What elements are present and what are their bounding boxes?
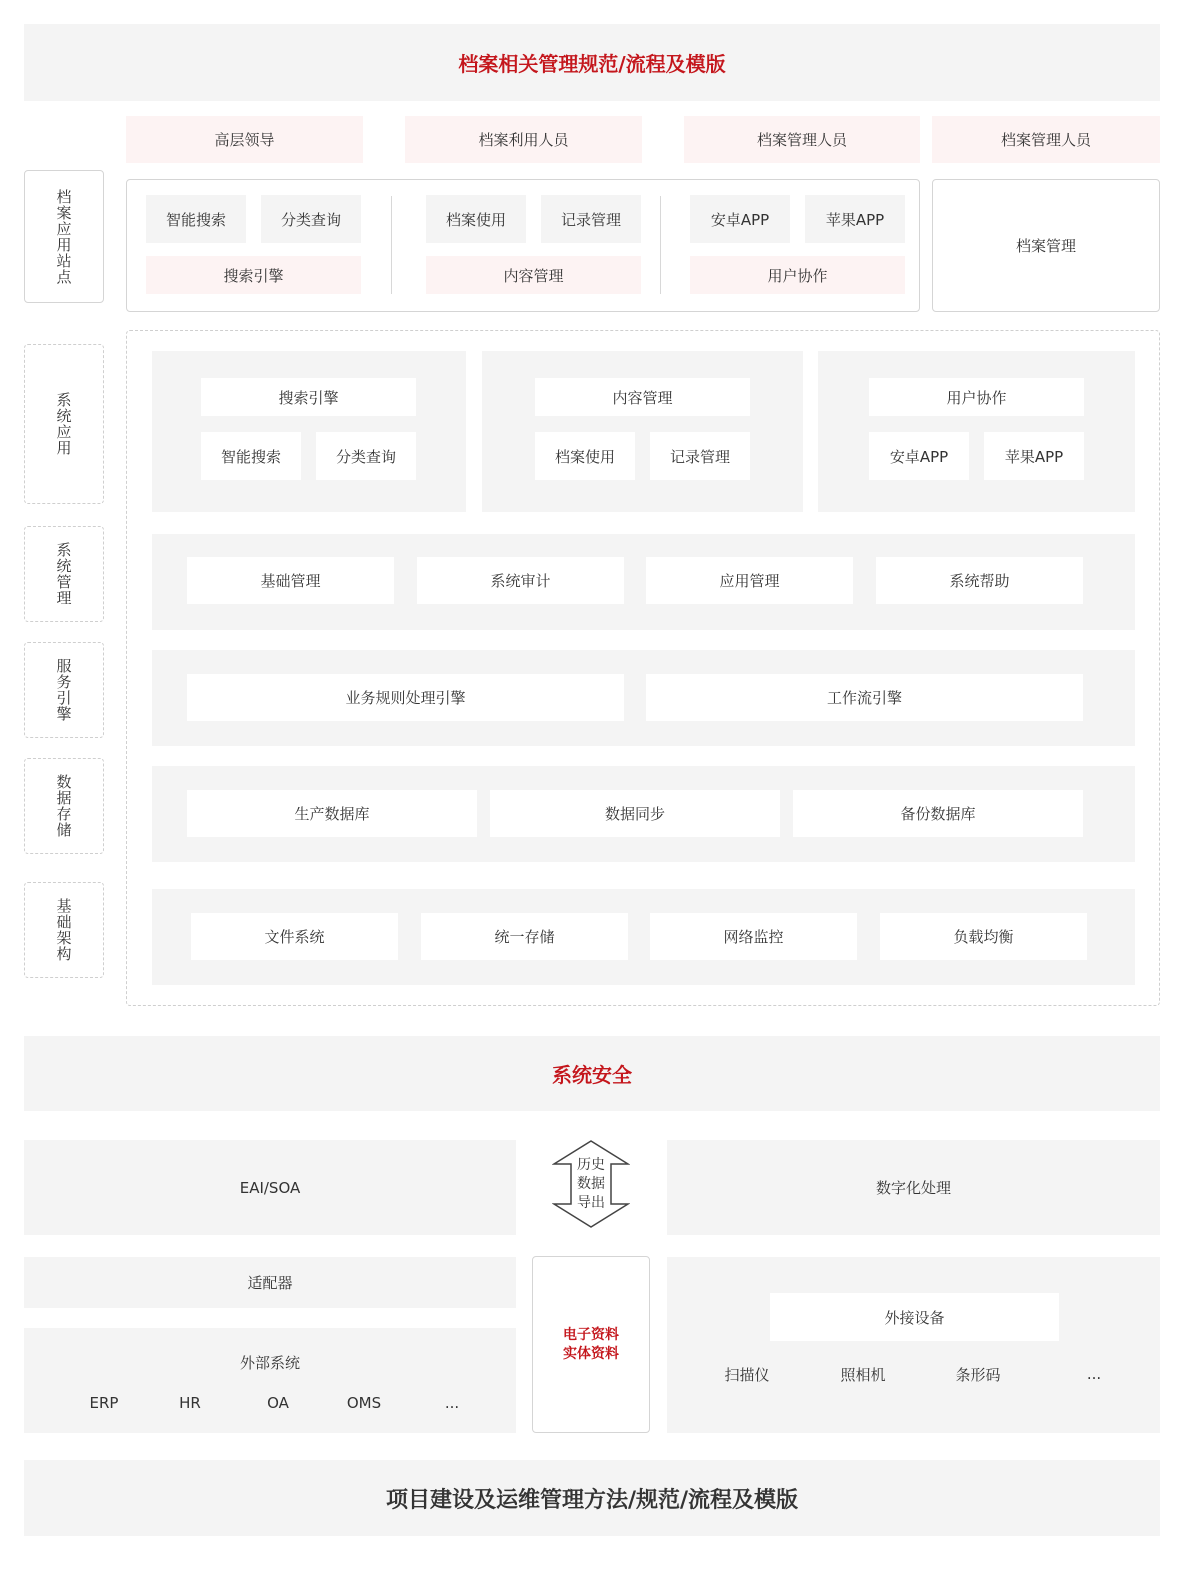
side-label-sys-mgmt [24,526,104,622]
station-user-collab: 用户协作 [690,256,905,294]
station-category-query: 分类查询 [261,195,361,243]
side-label-sys-mgmt-text: 系统管理 [54,542,73,606]
device-more: ... [1086,1365,1102,1383]
device-scanner: 扫描仪 [724,1365,770,1384]
arrow-text-3: 导出 [577,1194,605,1211]
device-camera: 照相机 [840,1365,886,1384]
side-label-service [24,642,104,738]
datastore-backup-db: 备份数据库 [793,790,1083,837]
external-systems-panel [24,1328,516,1433]
sysapp-smart-search: 智能搜索 [201,432,301,480]
service-workflow: 工作流引擎 [646,674,1083,721]
bottom-banner: 项目建设及运维管理方法/规范/流程及模版 [24,1460,1160,1536]
external-erp: ERP [89,1394,119,1412]
datastore-production-db: 生产数据库 [187,790,477,837]
sysapp-category-query: 分类查询 [316,432,416,480]
side-label-infra [24,882,104,978]
sysapp-ios-app: 苹果APP [984,432,1084,480]
sysapp-group-content [482,351,803,512]
side-label-infra-text: 基础架构 [54,898,73,962]
station-smart-search: 智能搜索 [146,195,246,243]
arrow-text-2: 数据 [577,1175,605,1192]
station-record-mgmt: 记录管理 [541,195,641,243]
role-archive-managers-2: 档案管理人员 [932,116,1160,163]
sysmgmt-basic: 基础管理 [187,557,394,604]
datastore-sync: 数据同步 [490,790,780,837]
station-android-app: 安卓APP [690,195,790,243]
sysapp-group-collab [818,351,1135,512]
sysapp-content-mgmt: 内容管理 [535,378,750,416]
station-ios-app: 苹果APP [805,195,905,243]
side-label-service-text: 服务引擎 [54,658,73,722]
arrow-text-1: 历史 [577,1156,605,1173]
station-divider-2 [660,196,661,294]
infra-load-balance: 负载均衡 [880,913,1087,960]
external-hr: HR [179,1394,201,1412]
external-devices-panel [667,1257,1160,1433]
external-more: ... [444,1394,460,1412]
role-archive-managers: 档案管理人员 [684,116,920,163]
sysmgmt-help: 系统帮助 [876,557,1083,604]
infra-unified-storage: 统一存储 [421,913,628,960]
sysapp-record-mgmt: 记录管理 [650,432,750,480]
sysapp-android-app: 安卓APP [869,432,969,480]
infra-filesystem: 文件系统 [191,913,398,960]
station-archive-mgmt: 档案管理 [932,179,1160,312]
sysapp-archive-use: 档案使用 [535,432,635,480]
role-executives: 高层领导 [126,116,363,163]
materials-panel [532,1256,650,1433]
side-label-sys-app-text: 系统应用 [54,392,73,456]
external-oa: OA [267,1394,289,1412]
side-label-data-store-text: 数据存储 [54,774,73,838]
adapter-panel: 适配器 [24,1257,516,1308]
side-label-sys-app [24,344,104,504]
sysmgmt-audit: 系统审计 [417,557,624,604]
side-label-data-store [24,758,104,854]
station-archive-use: 档案使用 [426,195,526,243]
sysmgmt-app: 应用管理 [646,557,853,604]
side-label-app-station [24,170,104,303]
sysapp-group-search [152,351,466,512]
top-banner: 档案相关管理规范/流程及模版 [24,24,1160,101]
sysapp-user-collab: 用户协作 [869,378,1084,416]
station-search-engine: 搜索引擎 [146,256,361,294]
device-barcode: 条形码 [955,1365,1001,1384]
digital-processing-panel: 数字化处理 [667,1140,1160,1235]
external-devices-title: 外接设备 [770,1293,1059,1341]
service-business-rules: 业务规则处理引擎 [187,674,624,721]
infra-network-monitor: 网络监控 [650,913,857,960]
physical-materials: 实体资料 [563,1345,619,1362]
history-data-export-label [571,1154,611,1214]
side-label-app-station-text: 档案应用站点 [54,188,73,285]
sysapp-search-engine: 搜索引擎 [201,378,416,416]
eai-soa-panel: EAI/SOA [24,1140,516,1235]
external-oms: OMS [346,1394,382,1412]
external-systems-title: 外部系统 [239,1353,300,1372]
station-content-mgmt: 内容管理 [426,256,641,294]
electronic-materials: 电子资料 [563,1326,619,1343]
role-archive-users: 档案利用人员 [405,116,642,163]
security-banner: 系统安全 [24,1036,1160,1111]
station-divider-1 [391,196,392,294]
